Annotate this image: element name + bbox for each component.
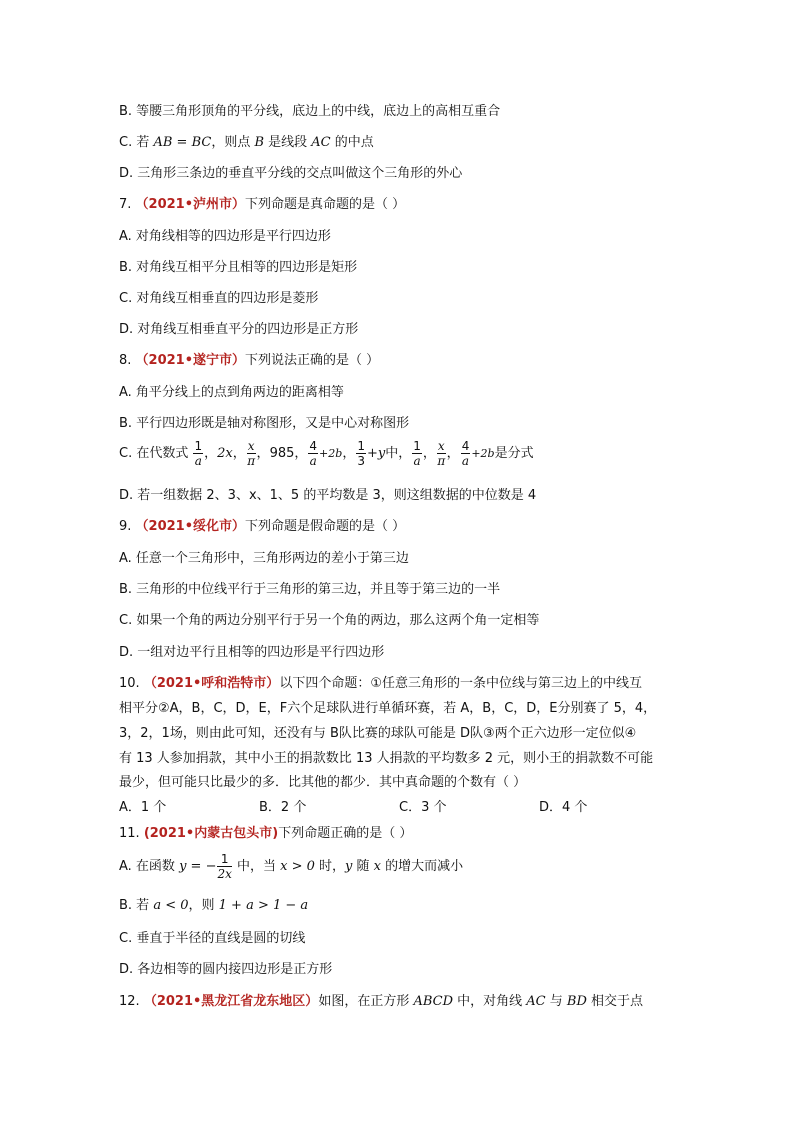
fraction-numerator: 4 (309, 439, 318, 453)
q12-text-mid: 中，对角线 (453, 994, 527, 1009)
q11-a-y: y (345, 859, 353, 874)
q9-number: 9. (119, 519, 136, 534)
fraction (412, 439, 422, 468)
fraction-denominator: 3 (357, 454, 365, 468)
q12-text-pre: 如图，在正方形 (318, 994, 414, 1009)
q7-stem (119, 196, 405, 214)
q12-stem (119, 993, 643, 1011)
q10-stem-line-3: 3，2，1场，则由此可知，还没有与 B队比赛的球队可能是 D队③两个正六边形一定位似④ (119, 726, 637, 741)
fraction (437, 439, 446, 468)
q11-source-tag: (2021•内蒙古包头市) (143, 826, 279, 841)
q11-a-condition: x > 0 (280, 859, 315, 874)
q6-c-mid: ，则点 (211, 135, 255, 150)
q11-option-c: C. 垂直于半径的直线是圆的切线 (119, 931, 306, 946)
q10-options (119, 796, 679, 815)
fraction (217, 852, 231, 881)
q8-source-tag: （2021•遂宁市） (135, 353, 246, 368)
q8-text: 下列说法正确的是（ ） (245, 353, 380, 368)
q8-c-pre: C. 在代数式 (119, 446, 189, 461)
q11-a-post: 的增大而减小 (381, 859, 464, 874)
q9-stem (119, 518, 405, 536)
q10-number: 10. (119, 676, 144, 691)
q10-option-c: C．3 个 (399, 800, 447, 815)
q6-c-segment: AC (311, 135, 331, 150)
q6-c-point: B (254, 135, 265, 150)
separator: ， (256, 446, 270, 461)
q8-option-d: D. 若一组数据 2、3、x、1、5 的平均数是 3，则这组数据的中位数是 4 (119, 488, 537, 503)
fraction-numerator: x (247, 439, 255, 453)
q12-diagonal-bd: BD (566, 994, 587, 1009)
q8-option-b: B. 平行四边形既是轴对称图形，又是中心对称图形 (119, 416, 410, 431)
q6-option-d: D. 三角形三条边的垂直平分线的交点叫做这个三角形的外心 (119, 166, 463, 181)
q11-b-condition: a < 0 (153, 898, 189, 913)
q10-stem-line-2: 相平分②A，B，C，D，E，F六个足球队进行单循环赛，若 A，B，C，D，E分别赛了 5，4， (119, 701, 657, 716)
term-tail: +2b (471, 447, 495, 460)
fraction-numerator: 1 (194, 439, 203, 453)
q11-a-x: x (373, 859, 382, 874)
fraction (193, 439, 203, 468)
q7-source-tag: （2021•泸州市） (135, 197, 246, 212)
q11-a-pre: A. 在函数 (119, 859, 180, 874)
q7-text: 下列命题是真命题的是（ ） (245, 197, 406, 212)
term-tail: +2b (319, 447, 343, 460)
q11-stem (119, 825, 412, 843)
q11-option-b (119, 897, 308, 915)
q12-source-tag: （2021•黑龙江省龙东地区） (143, 994, 319, 1009)
q8-c-post: 是分式 (494, 446, 534, 461)
q10-option-b: B．2 个 (259, 800, 307, 815)
q11-option-a (119, 850, 463, 884)
q7-option-a: A. 对角线相等的四边形是平行四边形 (119, 229, 331, 244)
fraction-denominator: π (247, 454, 256, 468)
q10-stem-line-5: 最少，但可能只比最少的多．比其他的都少．其中真命题的个数有（ ） (119, 775, 527, 790)
q11-number: 11. (119, 826, 144, 841)
q11-a-function: y = − (179, 859, 217, 874)
q10-stem-line-1 (119, 675, 642, 693)
separator: ， (204, 446, 218, 461)
q7-option-b: B. 对角线互相平分且相等的四边形是矩形 (119, 260, 358, 275)
term: 985 (269, 446, 295, 461)
q11-b-result: 1 + a > 1 − a (218, 898, 309, 913)
q9-option-d: D. 一组对边平行且相等的四边形是平行四边形 (119, 645, 385, 660)
q11-a-mid: 中，当 (232, 859, 281, 874)
separator: ， (422, 446, 436, 461)
q8-option-c (119, 438, 534, 470)
fraction-denominator: π (437, 454, 446, 468)
fraction-denominator: a (413, 454, 421, 468)
fraction-denominator: a (461, 454, 470, 468)
q11-text: 下列命题正确的是（ ） (278, 826, 413, 841)
q9-source-tag: （2021•绥化市） (135, 519, 246, 534)
q8-number: 8. (119, 353, 136, 368)
fraction-numerator: 1 (413, 439, 421, 453)
q9-option-c: C. 如果一个角的两边分别平行于另一个角的两边，那么这两个角一定相等 (119, 613, 540, 628)
fraction-numerator: 1 (217, 852, 231, 867)
separator: ， (232, 446, 246, 461)
q12-square: ABCD (413, 994, 454, 1009)
q6-c-pre: C. 若 (119, 135, 154, 150)
q12-number: 12. (119, 994, 144, 1009)
fraction-denominator: a (309, 454, 317, 468)
q9-option-b: B. 三角形的中位线平行于三角形的第三边，并且等于第三边的一半 (119, 582, 501, 597)
q12-text-mid2: 与 (545, 994, 567, 1009)
q10-source-tag: （2021•呼和浩特市） (143, 676, 280, 691)
fraction (308, 439, 318, 468)
q7-number: 7. (119, 197, 136, 212)
q12-text-post: 相交于点 (586, 994, 644, 1009)
q8-stem (119, 352, 379, 370)
separator: ， (446, 446, 460, 461)
fraction-denominator: a (194, 454, 202, 468)
q6-option-c (119, 134, 374, 152)
q10-text-1: 以下四个命题：①任意三角形的一条中位线与第三边上的中线互 (279, 676, 642, 691)
q7-option-d: D. 对角线互相垂直平分的四边形是正方形 (119, 322, 359, 337)
q9-text: 下列命题是假命题的是（ ） (245, 519, 406, 534)
q11-b-mid: ，则 (188, 898, 219, 913)
q6-c-math: AB = BC (153, 135, 212, 150)
separator: ， (294, 446, 308, 461)
q11-b-pre: B. 若 (119, 898, 154, 913)
q6-option-b: B. 等腰三角形顶角的平分线，底边上的中线，底边上的高相互重合 (119, 104, 501, 119)
q8-c-mid: 中， (385, 446, 412, 461)
q10-stem-line-4: 有 13 人参加捐款，其中小王的捐款数比 13 人捐款的平均数多 2 元，则小王的捐款数不可能 (119, 751, 654, 766)
q11-option-d: D. 各边相等的圆内接四边形是正方形 (119, 962, 333, 977)
q7-option-c: C. 对角线互相垂直的四边形是菱形 (119, 291, 319, 306)
fraction-numerator: 4 (461, 439, 470, 453)
q11-a-mid3: 随 (352, 859, 374, 874)
q11-a-mid2: 时， (314, 859, 346, 874)
q8-option-a: A. 角平分线上的点到角两边的距离相等 (119, 385, 344, 400)
fraction (247, 439, 256, 468)
q9-option-a: A. 任意一个三角形中，三角形两边的差小于第三边 (119, 551, 409, 566)
term-tail: +y (366, 446, 386, 461)
q10-option-a: A．1 个 (119, 800, 167, 815)
q12-diagonal-ac: AC (526, 994, 546, 1009)
q6-c-post: 的中点 (330, 135, 374, 150)
fraction (461, 439, 471, 468)
fraction-numerator: 1 (357, 439, 365, 453)
q10-option-d: D．4 个 (539, 800, 588, 815)
separator: ， (342, 446, 356, 461)
term: 2x (217, 446, 233, 461)
fraction-numerator: x (437, 439, 445, 453)
fraction (356, 439, 366, 468)
q6-c-mid2: 是线段 (264, 135, 312, 150)
fraction-denominator: 2x (217, 867, 232, 881)
